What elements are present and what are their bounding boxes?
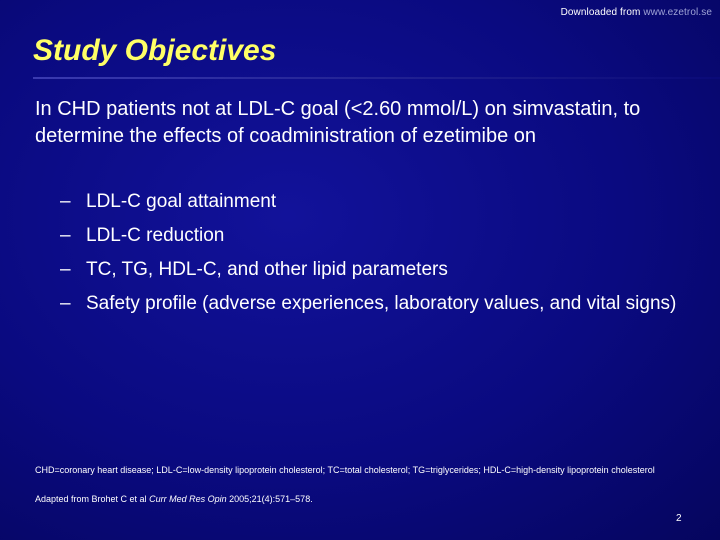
list-item xyxy=(60,258,680,281)
download-site-link[interactable]: www.ezetrol.se xyxy=(643,7,712,18)
abbreviations-footnote: CHD=coronary heart disease; LDL-C=low-density lipoprotein cholesterol; TC=total cholesterol; TG=triglycerides; HDL-C=high-density lipoprotein cholesterol xyxy=(35,465,655,475)
bullet-dash: – xyxy=(60,225,71,246)
bullet-text: LDL-C reduction xyxy=(86,225,225,246)
title-divider xyxy=(33,77,720,79)
bullet-dash: – xyxy=(60,191,71,212)
source-prefix: Adapted from Brohet C et al xyxy=(35,494,147,504)
download-prefix: Downloaded from xyxy=(560,7,641,18)
bullet-text: LDL-C goal attainment xyxy=(86,191,277,212)
source-citation xyxy=(35,494,313,504)
slide-title: Study Objectives xyxy=(33,34,277,67)
source-details: 2005;21(4):571–578. xyxy=(229,494,313,504)
source-journal: Curr Med Res Opin xyxy=(149,494,227,504)
list-item xyxy=(60,292,680,315)
objectives-list xyxy=(60,190,680,326)
bullet-dash: – xyxy=(60,259,71,280)
bullet-dash: – xyxy=(60,293,71,314)
download-note xyxy=(561,7,712,18)
bullet-text: TC, TG, HDL-C, and other lipid parameters xyxy=(86,259,448,280)
bullet-text: Safety profile (adverse experiences, laboratory values, and vital signs) xyxy=(86,293,677,314)
list-item xyxy=(60,224,680,247)
page-number: 2 xyxy=(676,513,682,524)
list-item xyxy=(60,190,680,213)
intro-text: In CHD patients not at LDL-C goal (<2.60 mmol/L) on simvastatin, to determine the effects of coadministration of ezetimibe on xyxy=(35,98,641,147)
